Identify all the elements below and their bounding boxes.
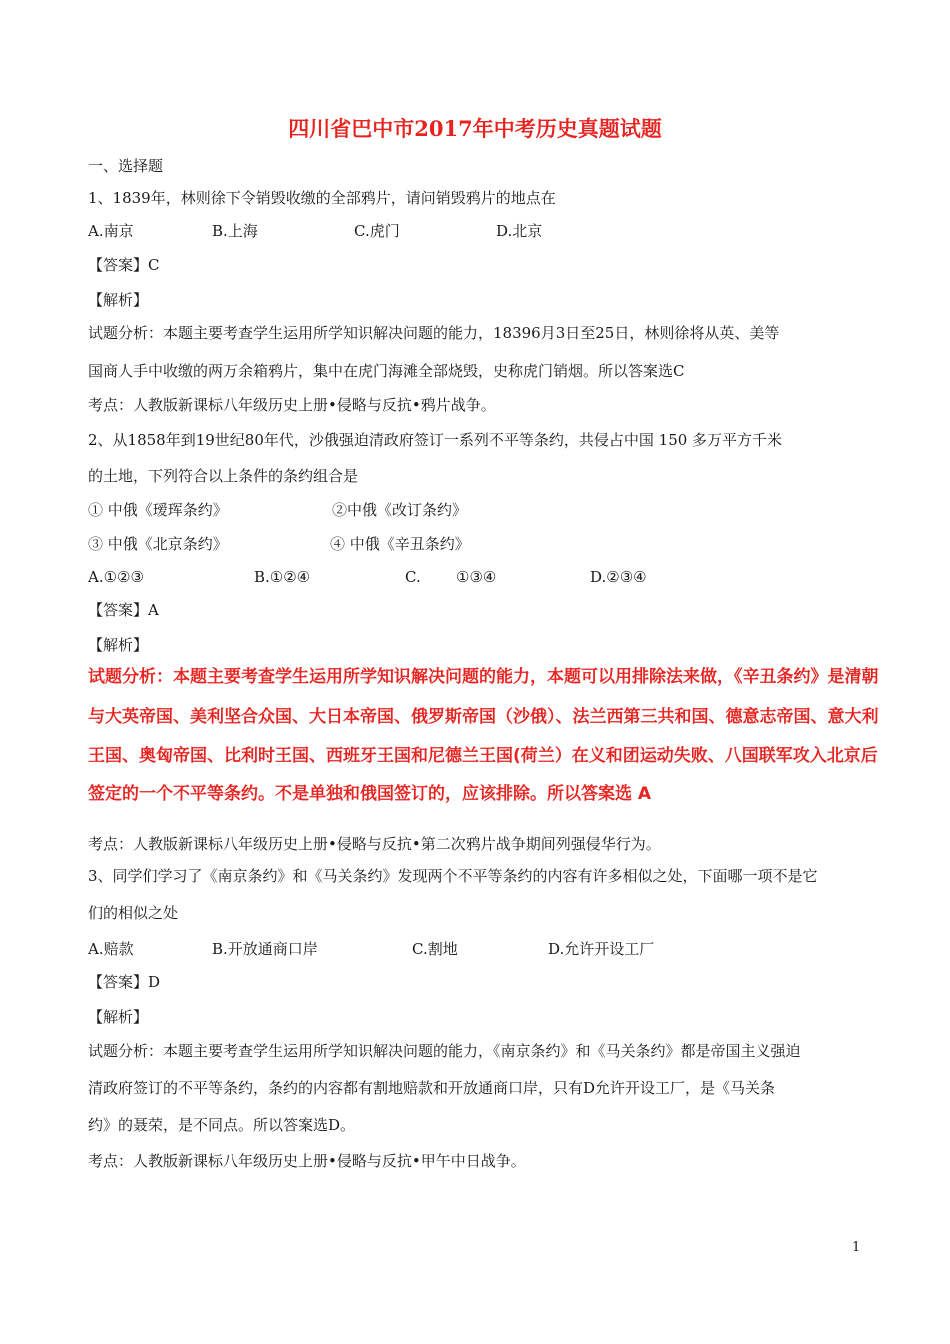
q1-option-a: A.南京	[88, 222, 134, 240]
q1-stem: 1、1839年，林则徐下令销毁收缴的全部鸦片，请问销毁鸦片的地点在	[88, 189, 556, 207]
q2-item-4: ④ 中俄《辛丑条约》	[330, 535, 470, 553]
q2-option-c-label: C.	[405, 568, 421, 586]
q3-stem: 们的相似之处	[88, 904, 179, 922]
q1-option-c: C.虎门	[354, 222, 400, 240]
q2-item-3: ③ 中俄《北京条约》	[88, 535, 228, 553]
q1-analysis-line: 试题分析：本题主要考查学生运用所学知识解决问题的能力，18396月3日至25日，林则徐将从英、美等	[88, 324, 780, 342]
page-number: 1	[852, 1240, 861, 1255]
section-heading: 一、选择题	[88, 157, 164, 175]
q3-analysis-line: 试题分析：本题主要考查学生运用所学知识解决问题的能力，《南京条约》和《马关条约》都是帝国主义强迫	[88, 1042, 801, 1060]
q3-analysis-line: 清政府签订的不平等条约，条约的内容都有割地赔款和开放通商口岸，只有D允许开设工厂，是《马关条	[88, 1079, 776, 1097]
page-title: 四川省巴中市2017年中考历史真题试题	[288, 116, 662, 141]
q2-option-b: B.①②④	[254, 568, 311, 586]
q3-option-b: B.开放通商口岸	[212, 940, 318, 958]
q2-item-2: ②中俄《改订条约》	[332, 501, 468, 519]
q3-answer: 【答案】D	[88, 973, 161, 991]
q2-stem: 的土地，下列符合以上条件的条约组合是	[88, 467, 359, 485]
q1-analysis-heading: 【解析】	[88, 291, 149, 309]
q2-answer: 【答案】A	[88, 601, 159, 619]
q1-option-d: D.北京	[496, 222, 543, 240]
q3-option-d: D.允许开设工厂	[548, 940, 655, 958]
q2-analysis-line: 签定的一个不平等条约。不是单独和俄国签订的，应该排除。所以答案选 A	[88, 784, 652, 804]
q3-stem: 3、同学们学习了《南京条约》和《马关条约》发现两个不平等条约的内容有许多相似之处，下面哪一项不是它	[88, 867, 818, 885]
q2-analysis-heading: 【解析】	[88, 636, 149, 654]
q2-item-1: ① 中俄《瑷珲条约》	[88, 501, 228, 519]
q1-answer: 【答案】C	[88, 256, 160, 274]
q2-option-d: D.②③④	[590, 568, 647, 586]
q3-kaodian: 考点：人教版新课标八年级历史上册•侵略与反抗•甲午中日战争。	[88, 1152, 526, 1170]
q3-option-a: A.赔款	[88, 940, 134, 958]
q3-analysis-heading: 【解析】	[88, 1008, 149, 1026]
q3-option-c: C.割地	[412, 940, 458, 958]
q2-analysis-line: 王国、奥匈帝国、比利时王国、西班牙王国和尼德兰王国(荷兰）在义和团运动失败、八国联军攻入北京后	[88, 746, 878, 766]
q2-kaodian: 考点：人教版新课标八年级历史上册•侵略与反抗•第二次鸦片战争期间列强侵华行为。	[88, 835, 661, 853]
q1-option-b: B.上海	[212, 222, 258, 240]
q2-stem: 2、从1858年到19世纪80年代，沙俄强迫清政府签订一系列不平等条约，共侵占中国 150 多万平方千米	[88, 431, 783, 449]
q1-analysis-line: 国商人手中收缴的两万余箱鸦片，集中在虎门海滩全部烧毁，史称虎门销烟。所以答案选C	[88, 362, 685, 380]
q2-analysis-line: 试题分析：本题主要考查学生运用所学知识解决问题的能力，本题可以用排除法来做，《辛丑条约》是清朝	[88, 667, 879, 687]
q2-analysis-line: 与大英帝国、美利坚合众国、大日本帝国、俄罗斯帝国（沙俄）、法兰西第三共和国、德意志帝国、意大利	[88, 707, 879, 727]
q3-analysis-line: 约》的聂荣，是不同点。所以答案选D。	[88, 1116, 356, 1134]
q2-option-c: ①③④	[456, 568, 497, 586]
q1-kaodian: 考点：人教版新课标八年级历史上册•侵略与反抗•鸦片战争。	[88, 396, 496, 414]
q2-option-a: A.①②③	[88, 568, 144, 586]
